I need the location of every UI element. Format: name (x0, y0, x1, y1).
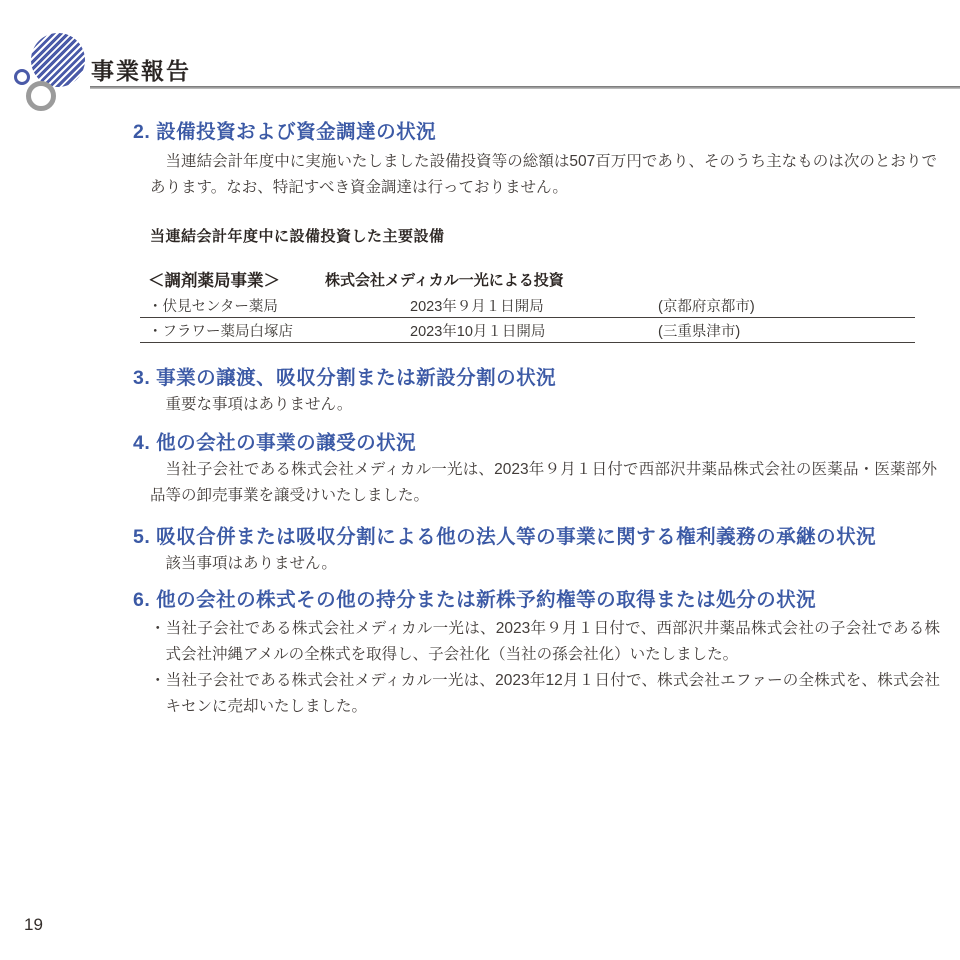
facility-name: ・伏見センター薬局 (148, 298, 278, 315)
section2-subheading: 当連結会計年度中に設備投資した主要設備 (150, 228, 445, 245)
table-row (140, 293, 915, 318)
logo-small-ring-icon (14, 69, 30, 85)
list-item: ・当社子会社である株式会社メディカル一光は、2023年12月１日付で、株式会社エファーの全株式を、株式会社キセンに売却いたしました。 (150, 672, 940, 715)
section3-heading: 3. 事業の譲渡、吸収分割または新設分割の状況 (133, 367, 557, 389)
section6-bullet-list (150, 616, 940, 720)
equipment-table (140, 265, 915, 343)
logo-striped-circle-icon (31, 33, 85, 87)
section4-heading: 4. 他の会社の事業の譲受の状況 (133, 432, 417, 454)
section3-body: 重要な事項はありません。 (165, 396, 353, 413)
header-divider (90, 86, 960, 89)
segment-label: ＜調剤薬局事業＞ (148, 272, 280, 290)
section2-heading: 2. 設備投資および資金調達の状況 (133, 121, 437, 143)
facility-location: (三重県津市) (658, 323, 741, 340)
page-number: 19 (24, 915, 43, 934)
table-row (140, 318, 915, 343)
section5-heading: 5. 吸収合併または吸収分割による他の法人等の事業に関する権利義務の承継の状況 (133, 526, 877, 548)
facility-location: (京都府京都市) (658, 298, 755, 315)
section5-body: 該当事項はありません。 (165, 555, 337, 572)
opening-date: 2023年10月１日開局 (410, 323, 546, 340)
opening-date: 2023年９月１日開局 (410, 298, 544, 315)
investor-label: 株式会社メディカル一光による投資 (325, 271, 564, 289)
page-title: 事業報告 (91, 58, 191, 84)
logo-gray-ring-icon (26, 81, 56, 111)
facility-name: ・フラワー薬局白塚店 (148, 323, 293, 340)
section2-paragraph: 当連結会計年度中に実施いたしました設備投資等の総額は507百万円であり、そのうち主なものは次のとおりであります。なお、特記すべき資金調達は行っておりません。 (150, 153, 937, 196)
equipment-table-header (140, 265, 915, 293)
section4-body: 当社子会社である株式会社メディカル一光は、2023年９月１日付で西部沢井薬品株式会社の医薬品・医薬部外品等の卸売事業を譲受けいたしました。 (150, 461, 937, 504)
list-item: ・当社子会社である株式会社メディカル一光は、2023年９月１日付で、西部沢井薬品株式会社の子会社である株式会社沖縄アメルの全株式を取得し、子会社化（当社の孫会社化）いたしました。 (150, 620, 940, 663)
section6-heading: 6. 他の会社の株式その他の持分または新株予約権等の取得または処分の状況 (133, 589, 817, 611)
